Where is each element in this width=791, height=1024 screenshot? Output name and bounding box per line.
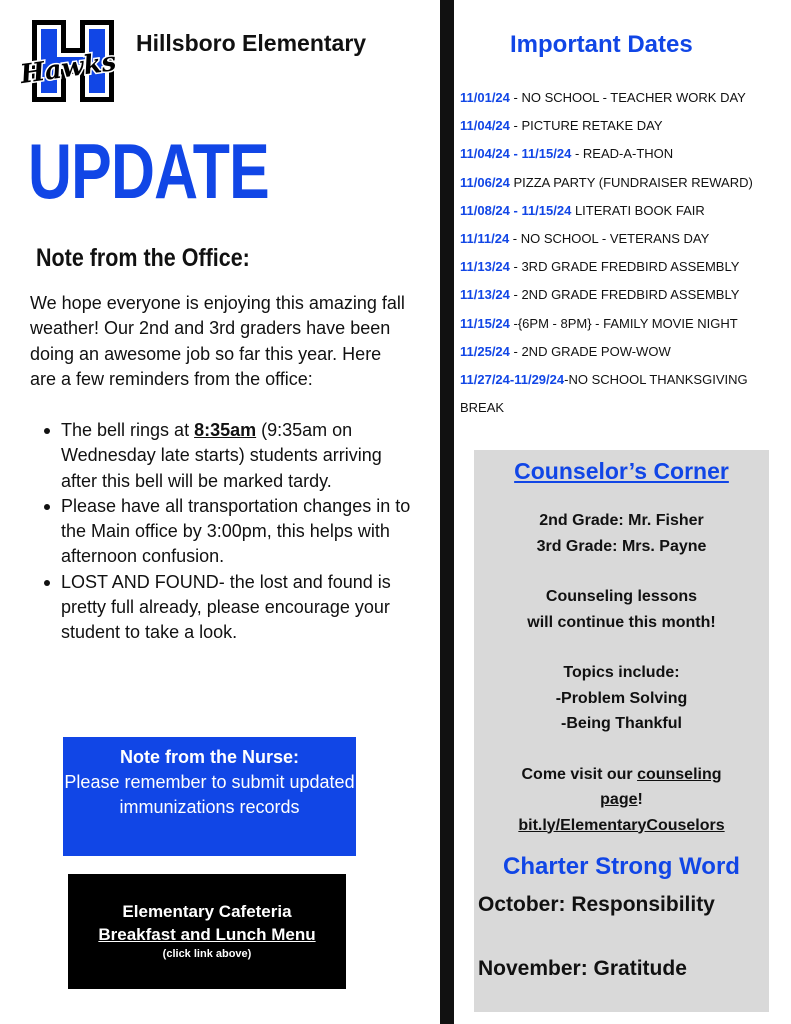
- bell-time: 8:35am: [194, 420, 257, 440]
- reminders-list: [30, 418, 420, 646]
- topic-item: -Being Thankful: [561, 715, 682, 732]
- charter-october: October: Responsibility: [478, 893, 715, 916]
- topics-heading: Topics include:: [563, 664, 680, 681]
- important-dates-heading: Important Dates: [510, 31, 693, 58]
- nurse-note-box: [63, 737, 356, 856]
- date-item: 11/27/24-11/29/24-NO SCHOOL THANKSGIVING BREAK: [460, 371, 748, 416]
- cafeteria-box: [68, 874, 346, 989]
- page-title: UPDATE: [28, 127, 269, 215]
- date-item: 11/13/24 - 2ND GRADE FREDBIRD ASSEMBLY: [460, 287, 740, 303]
- counselor-grade3: 3rd Grade: Mrs. Payne: [536, 537, 707, 555]
- counselor-corner-panel: [474, 450, 769, 1012]
- date-item: 11/15/24 -{6PM - 8PM} - FAMILY MOVIE NIGHT: [460, 315, 738, 331]
- date-item: 11/13/24 - 3RD GRADE FREDBIRD ASSEMBLY: [460, 259, 740, 275]
- counselor-url-link[interactable]: bit.ly/ElementaryCouselors: [518, 816, 725, 834]
- school-name: Hillsboro Elementary: [136, 30, 367, 56]
- logo-script-text: Hawks: [18, 46, 119, 91]
- lessons-line-1: Counseling lessons: [545, 588, 698, 605]
- important-dates-list: [460, 84, 788, 422]
- school-logo: [14, 18, 130, 104]
- lessons-line-2: will continue this month!: [527, 613, 716, 631]
- date-item: 11/11/24 - NO SCHOOL - VETERANS DAY: [460, 230, 710, 246]
- counseling-page-link[interactable]: page: [600, 791, 638, 808]
- menu-link[interactable]: Breakfast and Lunch Menu: [98, 925, 316, 944]
- charter-strong-title: Charter Strong Word: [503, 853, 740, 880]
- office-note-heading: Note from the Office:: [36, 244, 250, 272]
- visit-line: Come visit our counseling: [521, 765, 722, 783]
- counseling-link[interactable]: counseling: [637, 765, 722, 783]
- date-item: 11/04/24 - 11/15/24 - READ-A-THON: [460, 146, 674, 162]
- list-item: Please have all transportation changes in to the Main office by 3:00pm, this helps with afternoon confusion.: [30, 494, 420, 570]
- hawks-logo-icon: [14, 18, 130, 104]
- nurse-note-title: Note from the Nurse:: [119, 747, 299, 767]
- topic-item: -Problem Solving: [555, 689, 688, 707]
- list-item: The bell rings at 8:35am (9:35am on Wednesday late starts) students arriving after this bell will be marked tardy.: [30, 418, 420, 494]
- counselor-corner-title[interactable]: Counselor’s Corner: [514, 458, 729, 484]
- column-divider: [440, 0, 454, 1024]
- office-intro-text: We hope everyone is enjoying this amazing fall weather! Our 2nd and 3rd graders have been doing an awesome job so far this year. Here are a few reminders from the office:: [30, 293, 405, 389]
- date-item: 11/06/24 PIZZA PARTY (FUNDRAISER REWARD): [460, 174, 753, 190]
- cafeteria-title: Elementary Cafeteria: [122, 902, 292, 921]
- list-item: LOST AND FOUND- the lost and found is pretty full already, please encourage your student to take a look.: [30, 570, 420, 646]
- date-item: 11/08/24 - 11/15/24 LITERATI BOOK FAIR: [460, 202, 705, 218]
- counselor-grade2: 2nd Grade: Mr. Fisher: [539, 512, 704, 529]
- date-item: 11/25/24 - 2ND GRADE POW-WOW: [460, 343, 671, 359]
- menu-link-note: (click link above): [162, 948, 252, 960]
- visit-line-2: page!: [600, 791, 643, 808]
- charter-november: November: Gratitude: [478, 957, 687, 980]
- date-item: 11/04/24 - PICTURE RETAKE DAY: [460, 118, 663, 134]
- nurse-note-body: Please remember to submit updated immunizations records: [64, 772, 355, 817]
- date-item: 11/01/24 - NO SCHOOL - TEACHER WORK DAY: [460, 90, 746, 105]
